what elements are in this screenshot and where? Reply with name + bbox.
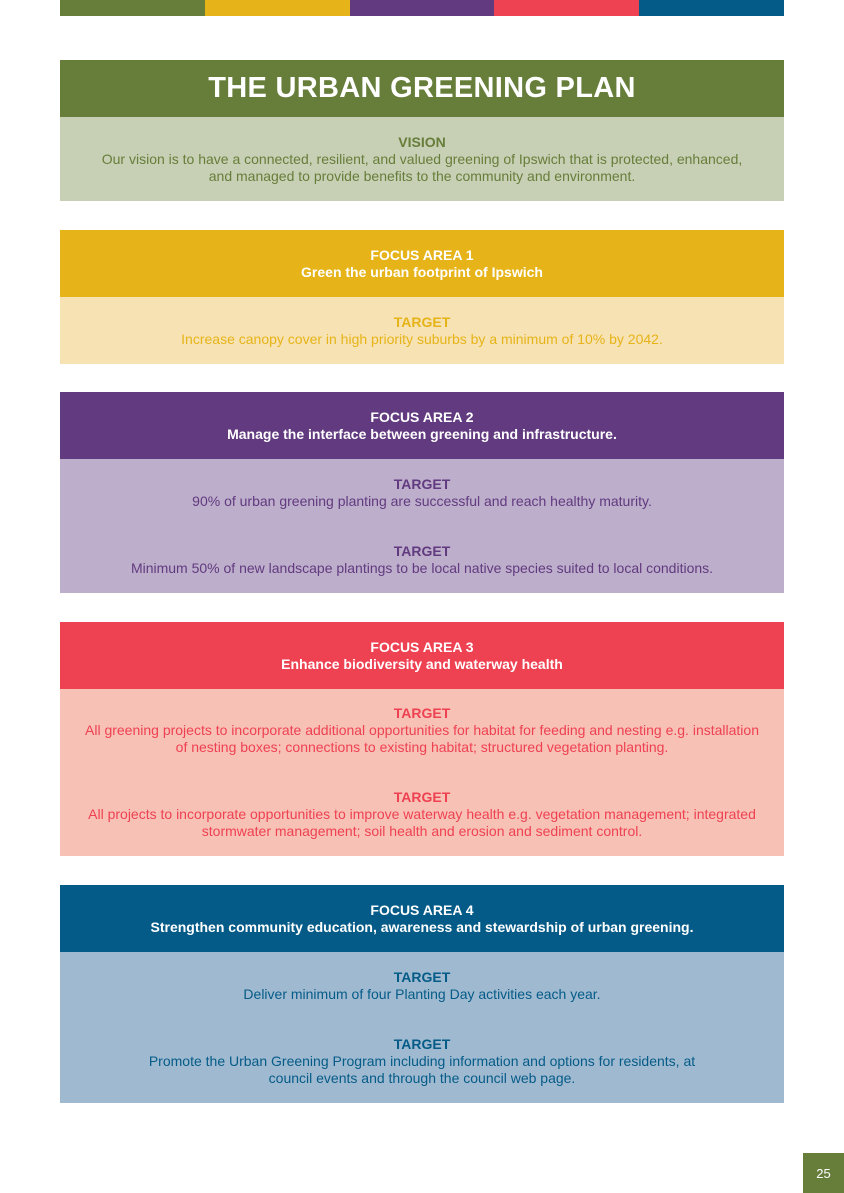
page-title: THE URBAN GREENING PLAN — [208, 72, 636, 104]
target-text: Increase canopy cover in high priority suburbs by a minimum of 10% by 2042. — [181, 330, 663, 347]
target-text: Minimum 50% of new landscape plantings to be local native species suited to local conditions. — [130, 559, 714, 576]
target-text: Promote the Urban Greening Program including information and options for residents, at council events and through the council web page. — [148, 1052, 696, 1086]
focus-area-3-label: FOCUS AREA 3 — [370, 638, 474, 655]
target-label: TARGET — [393, 1035, 451, 1052]
target-text: Deliver minimum of four Planting Day activities each year. — [243, 985, 601, 1002]
target-label: TARGET — [393, 475, 451, 492]
focus-area-3 — [60, 622, 784, 856]
target-item — [60, 705, 784, 756]
focus-area-2-targets — [60, 459, 784, 593]
target-text: All projects to incorporate opportunities to improve waterway health e.g. vegetation management; integrated stormwater management; soil health and erosion and sediment control. — [88, 806, 756, 839]
focus-area-4-header — [60, 885, 784, 952]
target-item — [60, 1036, 784, 1087]
focus-area-3-header — [60, 622, 784, 689]
color-stripe — [60, 0, 784, 16]
vision-text: Our vision is to have a connected, resilient, and valued greening of Ipswich that is protected, enhanced, and managed to provide benefits to the community and environment. — [101, 150, 743, 184]
vision-panel — [60, 117, 784, 201]
target-text: 90% of urban greening planting are successful and reach healthy maturity. — [192, 492, 652, 509]
vision-label: VISION — [398, 133, 446, 150]
stripe-purple — [350, 0, 495, 16]
plan-title-banner — [60, 60, 784, 117]
stripe-red — [494, 0, 639, 16]
target-label: TARGET — [393, 705, 451, 721]
page-number: 25 — [803, 1153, 844, 1193]
focus-area-4 — [60, 885, 784, 1103]
stripe-blue — [639, 0, 784, 16]
focus-area-1-header — [60, 230, 784, 297]
focus-area-1-label: FOCUS AREA 1 — [370, 246, 474, 263]
stripe-yellow — [205, 0, 350, 16]
plan-section — [60, 60, 784, 201]
target-item — [161, 314, 683, 348]
target-label: TARGET — [393, 542, 451, 559]
vision-block — [60, 134, 784, 185]
focus-area-4-title: Strengthen community education, awareness and stewardship of urban greening. — [150, 918, 694, 935]
focus-area-2-header — [60, 392, 784, 459]
focus-area-1 — [60, 230, 784, 364]
focus-area-1-title: Green the urban footprint of Ipswich — [301, 263, 543, 280]
target-label: TARGET — [393, 789, 451, 805]
focus-area-1-targets — [60, 297, 784, 364]
target-item — [223, 969, 620, 1003]
target-item — [111, 543, 733, 577]
focus-area-2 — [60, 392, 784, 593]
target-text: All greening projects to incorporate additional opportunities for habitat for feeding and nesting e.g. installation of nesting boxes; connections to existing habitat; structured vegetation planting. — [85, 722, 759, 755]
focus-area-2-label: FOCUS AREA 2 — [370, 408, 474, 425]
focus-area-4-targets — [60, 952, 784, 1103]
target-item — [60, 789, 784, 840]
focus-area-2-title: Manage the interface between greening and infrastructure. — [227, 425, 617, 442]
target-label: TARGET — [393, 313, 451, 330]
target-item — [172, 476, 672, 510]
target-label: TARGET — [393, 968, 451, 985]
stripe-green — [60, 0, 205, 16]
focus-area-3-title: Enhance biodiversity and waterway health — [281, 655, 563, 672]
focus-area-4-label: FOCUS AREA 4 — [370, 901, 474, 918]
focus-area-3-targets — [60, 689, 784, 856]
